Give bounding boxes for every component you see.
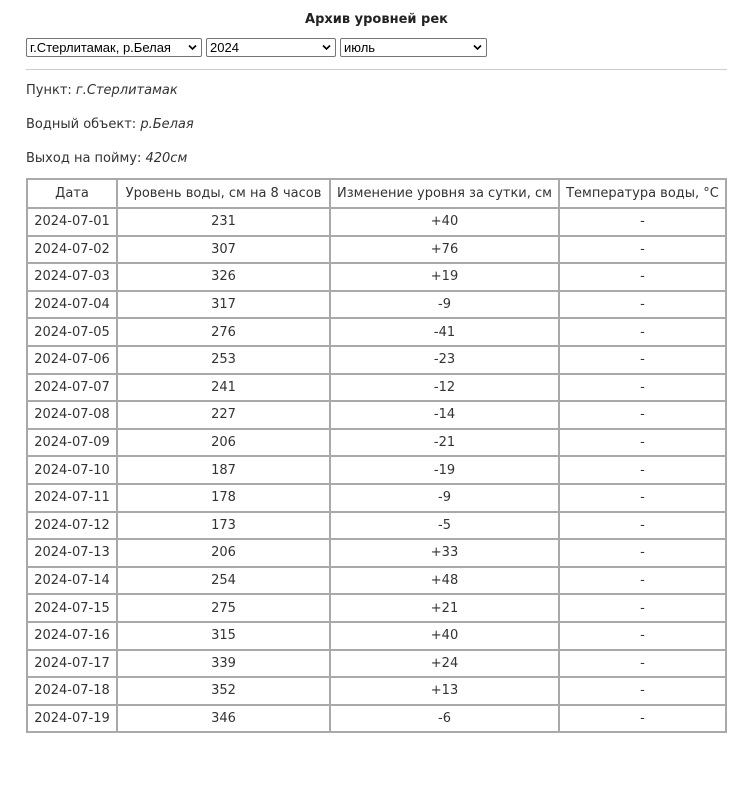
- temperature-cell: -: [559, 374, 726, 402]
- date-cell: 2024-07-16: [27, 622, 117, 650]
- level-cell: 276: [117, 318, 330, 346]
- temperature-cell: -: [559, 484, 726, 512]
- filter-bar: [26, 38, 727, 57]
- temperature-cell: -: [559, 236, 726, 264]
- date-cell: 2024-07-10: [27, 456, 117, 484]
- temperature-cell: -: [559, 512, 726, 540]
- change-cell: +21: [330, 594, 559, 622]
- table-row: [27, 429, 726, 457]
- temperature-cell: -: [559, 456, 726, 484]
- date-cell: 2024-07-05: [27, 318, 117, 346]
- temperature-cell: -: [559, 594, 726, 622]
- level-cell: 275: [117, 594, 330, 622]
- water-object-label: Водный объект:: [26, 117, 137, 132]
- level-cell: 352: [117, 677, 330, 705]
- table-row: [27, 374, 726, 402]
- change-cell: +19: [330, 263, 559, 291]
- temperature-cell: -: [559, 622, 726, 650]
- change-cell: -41: [330, 318, 559, 346]
- date-cell: 2024-07-19: [27, 705, 117, 733]
- date-cell: 2024-07-12: [27, 512, 117, 540]
- change-cell: +40: [330, 622, 559, 650]
- date-cell: 2024-07-18: [27, 677, 117, 705]
- change-cell: +40: [330, 208, 559, 236]
- water-object-value: р.Белая: [140, 117, 194, 132]
- change-cell: -19: [330, 456, 559, 484]
- date-cell: 2024-07-07: [27, 374, 117, 402]
- level-cell: 317: [117, 291, 330, 319]
- level-cell: 206: [117, 429, 330, 457]
- date-cell: 2024-07-17: [27, 650, 117, 678]
- change-cell: -12: [330, 374, 559, 402]
- point-info: [26, 83, 727, 99]
- change-cell: -14: [330, 401, 559, 429]
- date-cell: 2024-07-03: [27, 263, 117, 291]
- table-row: [27, 291, 726, 319]
- chevron-down-icon: [188, 44, 197, 51]
- table-row: [27, 484, 726, 512]
- table-row: [27, 567, 726, 595]
- change-cell: +48: [330, 567, 559, 595]
- table-row: [27, 318, 726, 346]
- water-object-info: [26, 117, 727, 133]
- change-cell: -5: [330, 512, 559, 540]
- change-cell: -9: [330, 484, 559, 512]
- table-row: [27, 594, 726, 622]
- date-cell: 2024-07-11: [27, 484, 117, 512]
- divider: [26, 69, 727, 70]
- level-cell: 307: [117, 236, 330, 264]
- column-header-level: Уровень воды, см на 8 часов: [117, 179, 330, 208]
- station-info: [26, 83, 727, 167]
- year-select[interactable]: [206, 38, 336, 57]
- table-body: [27, 208, 726, 732]
- chevron-down-icon: [322, 44, 331, 51]
- level-cell: 227: [117, 401, 330, 429]
- change-cell: +33: [330, 539, 559, 567]
- temperature-cell: -: [559, 263, 726, 291]
- temperature-cell: -: [559, 650, 726, 678]
- date-cell: 2024-07-02: [27, 236, 117, 264]
- levels-table: [26, 178, 727, 733]
- table-row: [27, 705, 726, 733]
- page: [26, 0, 727, 733]
- level-cell: 346: [117, 705, 330, 733]
- table-row: [27, 512, 726, 540]
- change-cell: -23: [330, 346, 559, 374]
- level-cell: 231: [117, 208, 330, 236]
- table-header-row: [27, 179, 726, 208]
- temperature-cell: -: [559, 705, 726, 733]
- change-cell: +76: [330, 236, 559, 264]
- temperature-cell: -: [559, 401, 726, 429]
- year-select-value: 2024: [210, 40, 239, 55]
- date-cell: 2024-07-06: [27, 346, 117, 374]
- level-cell: 315: [117, 622, 330, 650]
- temperature-cell: -: [559, 318, 726, 346]
- month-select-value: июль: [344, 40, 376, 55]
- level-cell: 241: [117, 374, 330, 402]
- temperature-cell: -: [559, 677, 726, 705]
- level-cell: 339: [117, 650, 330, 678]
- temperature-cell: -: [559, 567, 726, 595]
- date-cell: 2024-07-15: [27, 594, 117, 622]
- table-row: [27, 401, 726, 429]
- table-row: [27, 650, 726, 678]
- table-row: [27, 622, 726, 650]
- table-row: [27, 456, 726, 484]
- level-cell: 206: [117, 539, 330, 567]
- table-row: [27, 236, 726, 264]
- change-cell: +24: [330, 650, 559, 678]
- temperature-cell: -: [559, 346, 726, 374]
- point-label: Пункт:: [26, 83, 72, 98]
- page-title: Архив уровней рек: [305, 12, 448, 27]
- column-header-date: Дата: [27, 179, 117, 208]
- date-cell: 2024-07-08: [27, 401, 117, 429]
- date-cell: 2024-07-13: [27, 539, 117, 567]
- table-row: [27, 539, 726, 567]
- level-cell: 254: [117, 567, 330, 595]
- flood-level-label: Выход на пойму:: [26, 151, 142, 166]
- level-cell: 178: [117, 484, 330, 512]
- change-cell: -21: [330, 429, 559, 457]
- column-header-temperature: Температура воды, °С: [559, 179, 726, 208]
- level-cell: 187: [117, 456, 330, 484]
- level-cell: 326: [117, 263, 330, 291]
- temperature-cell: -: [559, 291, 726, 319]
- table-row: [27, 263, 726, 291]
- flood-level-info: [26, 151, 727, 167]
- station-select-value: г.Стерлитамак, р.Белая: [30, 40, 171, 55]
- flood-level-value: 420см: [145, 151, 188, 166]
- change-cell: +13: [330, 677, 559, 705]
- level-cell: 253: [117, 346, 330, 374]
- date-cell: 2024-07-09: [27, 429, 117, 457]
- change-cell: -6: [330, 705, 559, 733]
- temperature-cell: -: [559, 539, 726, 567]
- date-cell: 2024-07-14: [27, 567, 117, 595]
- temperature-cell: -: [559, 208, 726, 236]
- point-value: г.Стерлитамак: [75, 83, 178, 98]
- date-cell: 2024-07-01: [27, 208, 117, 236]
- station-select[interactable]: [26, 38, 202, 57]
- chevron-down-icon: [473, 44, 482, 51]
- month-select[interactable]: [340, 38, 487, 57]
- table-row: [27, 208, 726, 236]
- date-cell: 2024-07-04: [27, 291, 117, 319]
- level-cell: 173: [117, 512, 330, 540]
- change-cell: -9: [330, 291, 559, 319]
- table-row: [27, 677, 726, 705]
- column-header-change: Изменение уровня за сутки, см: [330, 179, 559, 208]
- table-row: [27, 346, 726, 374]
- temperature-cell: -: [559, 429, 726, 457]
